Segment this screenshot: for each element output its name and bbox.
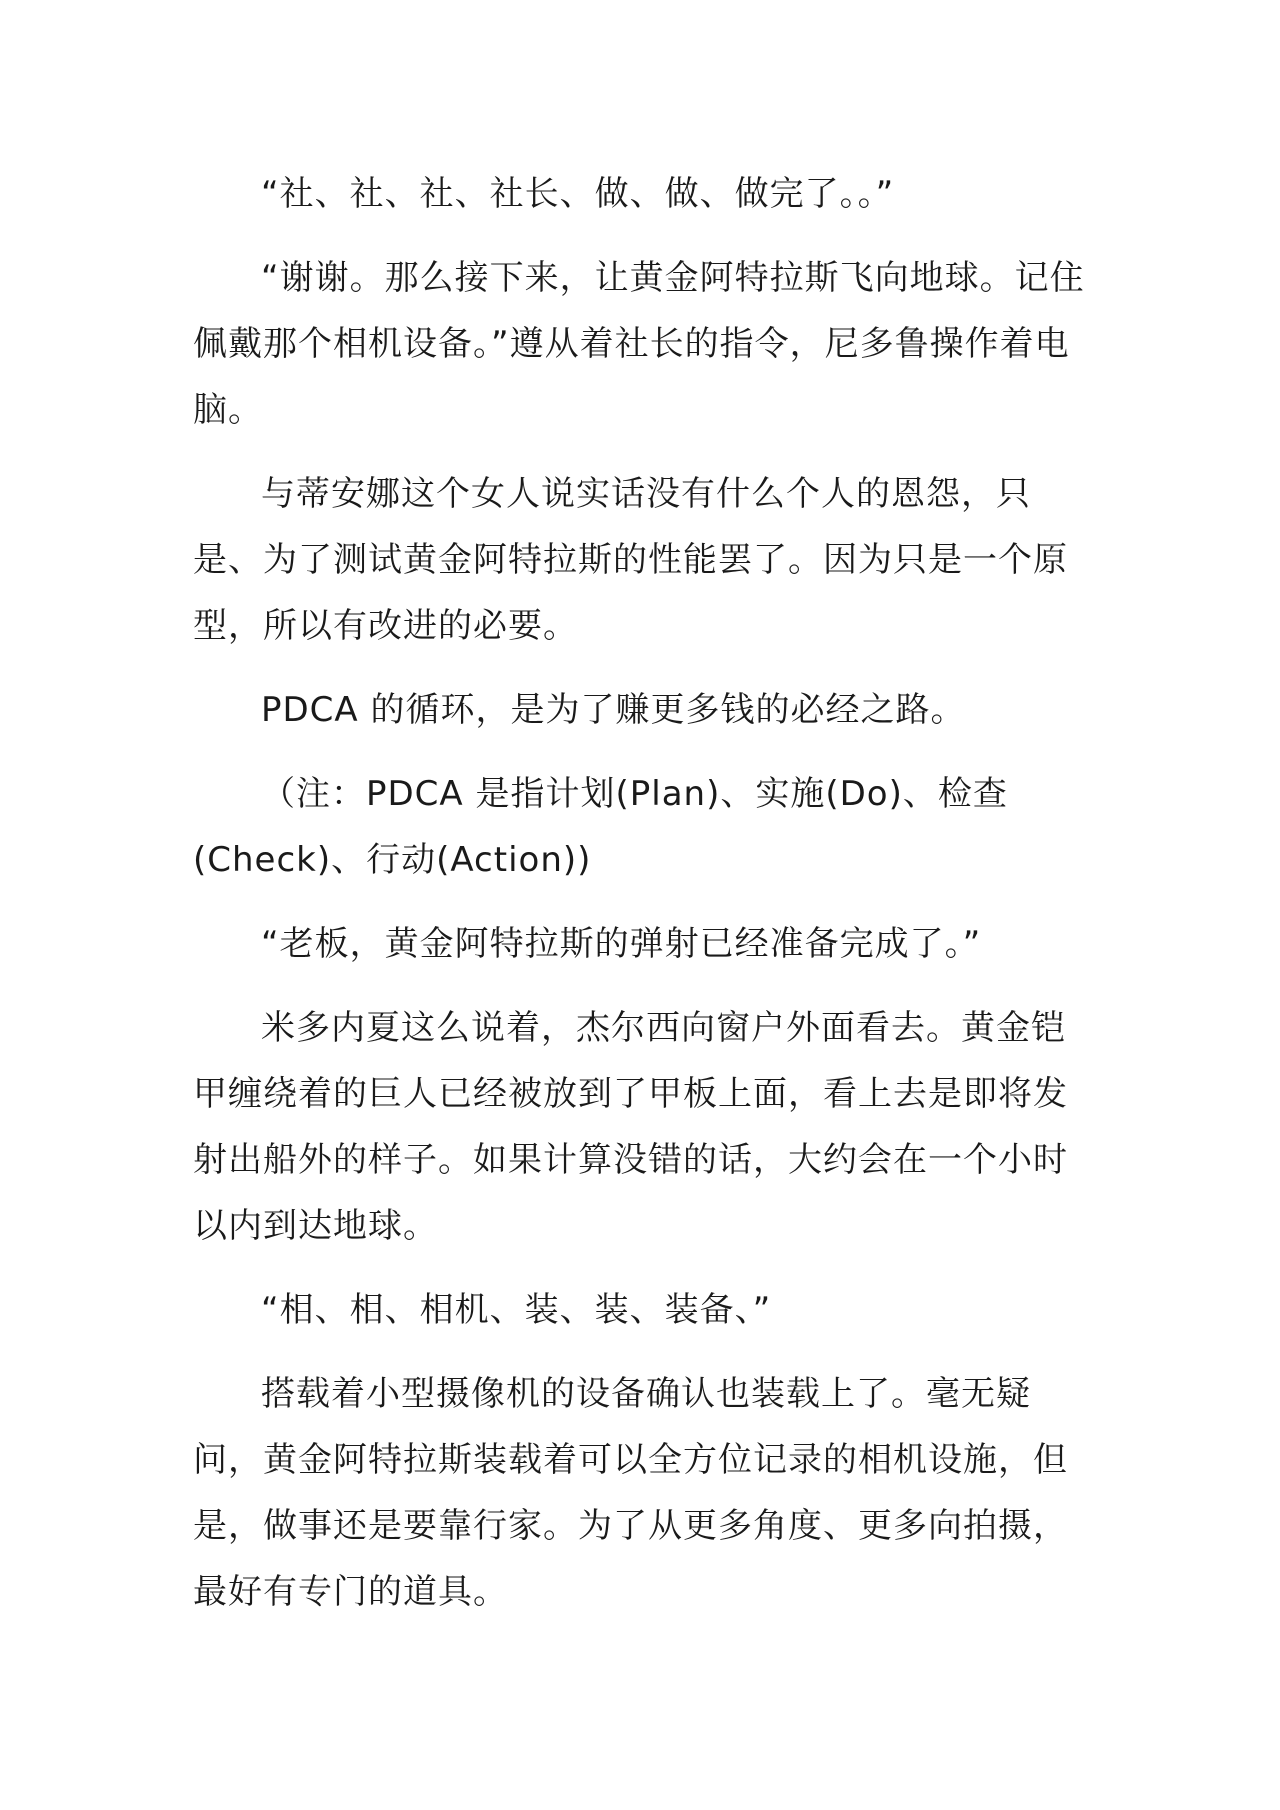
text-line: 以内到达地球。 [193,1206,438,1246]
text-line: 搭载着小型摄像机的设备确认也装载上了。毫无疑 [261,1374,1031,1414]
text-line: 米多内夏这么说着，杰尔西向窗户外面看去。黄金铠 [261,1008,1066,1048]
paragraph-2 [193,245,1212,443]
text-line: 是，做事还是要靠行家。为了从更多角度、更多向拍摄， [193,1506,1068,1546]
text-line: PDCA 的循环，是为了赚更多钱的必经之路。 [261,690,966,730]
paragraph-9 [193,1361,1212,1625]
text-line: 佩戴那个相机设备。”遵从着社长的指令，尼多鲁操作着电 [193,324,1070,364]
paragraph-8 [193,1277,1212,1343]
text-line: “社、社、社、社长、做、做、做完了。。” [261,174,895,214]
text-line: 问，黄金阿特拉斯装载着可以全方位记录的相机设施，但 [193,1440,1068,1480]
paragraph-3 [193,461,1212,659]
text-line: “谢谢。那么接下来，让黄金阿特拉斯飞向地球。记住 [261,258,1085,298]
paragraph-1 [193,161,1212,227]
paragraph-4 [193,677,1212,743]
paragraph-5 [193,761,1212,893]
text-line: (Check)、行动(Action)) [193,840,592,880]
text-line: （注：PDCA 是指计划(Plan)、实施(Do)、检查 [261,774,1008,814]
paragraph-6 [193,911,1212,977]
text-line: “相、相、相机、装、装、装备、” [261,1290,772,1330]
text-line: “老板，黄金阿特拉斯的弹射已经准备完成了。” [261,924,982,964]
text-line: 最好有专门的道具。 [193,1572,508,1612]
text-line: 是、为了测试黄金阿特拉斯的性能罢了。因为只是一个原 [193,540,1068,580]
text-line: 脑。 [193,390,263,430]
text-line: 型，所以有改进的必要。 [193,606,578,646]
text-line: 甲缠绕着的巨人已经被放到了甲板上面，看上去是即将发 [193,1074,1068,1114]
paragraph-7 [193,995,1212,1259]
text-line: 射出船外的样子。如果计算没错的话，大约会在一个小时 [193,1140,1068,1180]
text-line: 与蒂安娜这个女人说实话没有什么个人的恩怨，只 [261,474,1031,514]
